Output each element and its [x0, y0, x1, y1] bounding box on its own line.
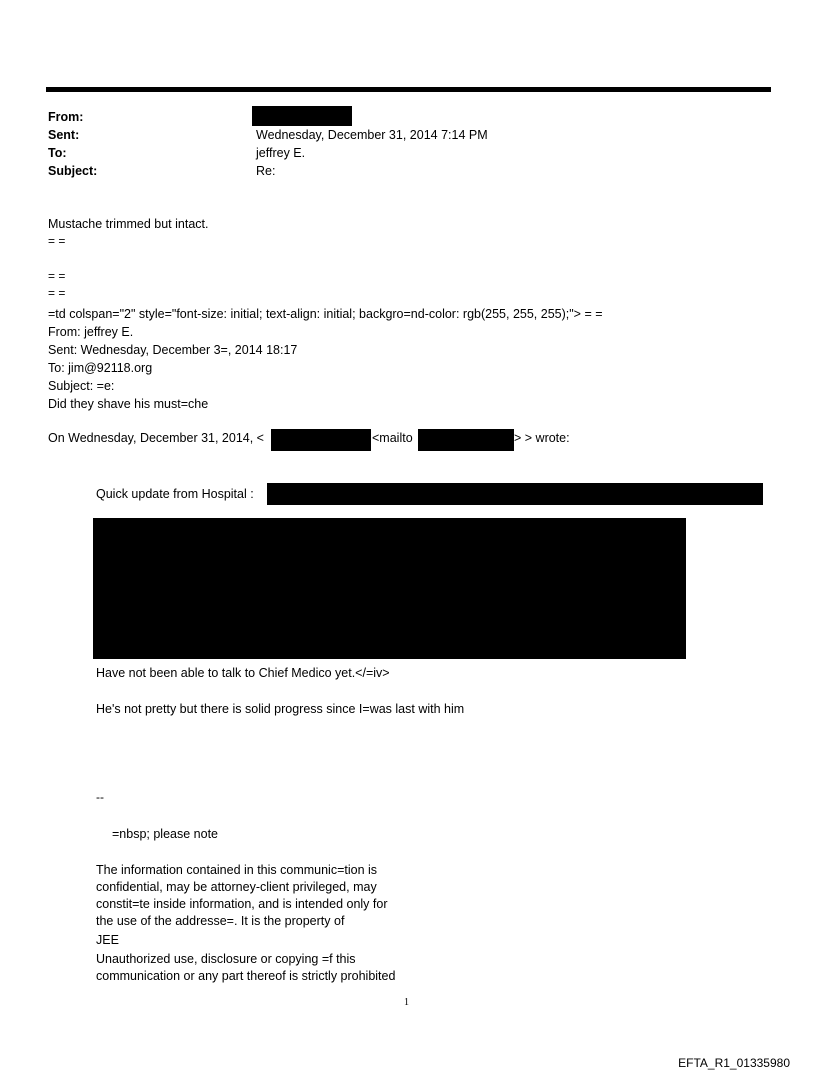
to-value: jeffrey E.: [256, 146, 306, 160]
body-line: = =: [48, 269, 66, 283]
page-number: 1: [404, 997, 409, 1008]
disclaimer-line: communication or any part thereof is strictly prohibited: [96, 969, 396, 983]
signature-dashes: --: [96, 790, 104, 804]
body-line: = =: [48, 234, 66, 248]
disclaimer-line: confidential, may be attorney-client privileged, may: [96, 880, 377, 894]
sent-label: Sent:: [48, 128, 80, 142]
body-line: Subject: =e:: [48, 379, 115, 393]
subject-label: Subject:: [48, 164, 98, 178]
sender-redaction: [271, 429, 371, 451]
sent-value: Wednesday, December 31, 2014 7:14 PM: [256, 128, 488, 142]
quote-prefix: On Wednesday, December 31, 2014, <: [48, 431, 264, 445]
body-line: Did they shave his must=che: [48, 397, 209, 411]
mailto-redaction: [418, 429, 514, 451]
body-line: To: jim@92118.org: [48, 361, 153, 375]
quote-mailto: <mailto: [372, 431, 413, 445]
body-line: From: jeffrey E.: [48, 325, 134, 339]
disclaimer-line: The information contained in this communic=tion is: [96, 863, 378, 877]
header-rule: [46, 87, 771, 92]
disclaimer-line: constit=te inside information, and is intended only for: [96, 897, 388, 911]
from-label: From:: [48, 110, 84, 124]
body-line: Sent: Wednesday, December 3=, 2014 18:17: [48, 343, 298, 357]
body-line: = =: [48, 286, 66, 300]
signature-note: =nbsp; please note: [112, 827, 218, 841]
document-id: EFTA_R1_01335980: [678, 1056, 790, 1070]
quote-suffix: > > wrote:: [514, 431, 570, 445]
quoted-update: Quick update from Hospital :: [96, 487, 254, 501]
quoted-progress: He's not pretty but there is solid progress since I=was last with him: [96, 702, 465, 716]
disclaimer-line: Unauthorized use, disclosure or copying =f this: [96, 952, 356, 966]
disclaimer-line: JEE: [96, 933, 119, 947]
from-redaction: [252, 106, 352, 126]
body-line: =td colspan="2" style="font-size: initial; text-align: initial; backgro=nd-color: rgb(255, 255, 255);"> = =: [48, 307, 603, 321]
update-redaction: [267, 483, 763, 505]
body-line: Mustache trimmed but intact.: [48, 217, 209, 231]
block-redaction: [93, 518, 686, 659]
to-label: To:: [48, 146, 67, 160]
quoted-chief: Have not been able to talk to Chief Medico yet.</=iv>: [96, 666, 390, 680]
subject-value: Re:: [256, 164, 276, 178]
disclaimer-line: the use of the addresse=. It is the property of: [96, 914, 345, 928]
